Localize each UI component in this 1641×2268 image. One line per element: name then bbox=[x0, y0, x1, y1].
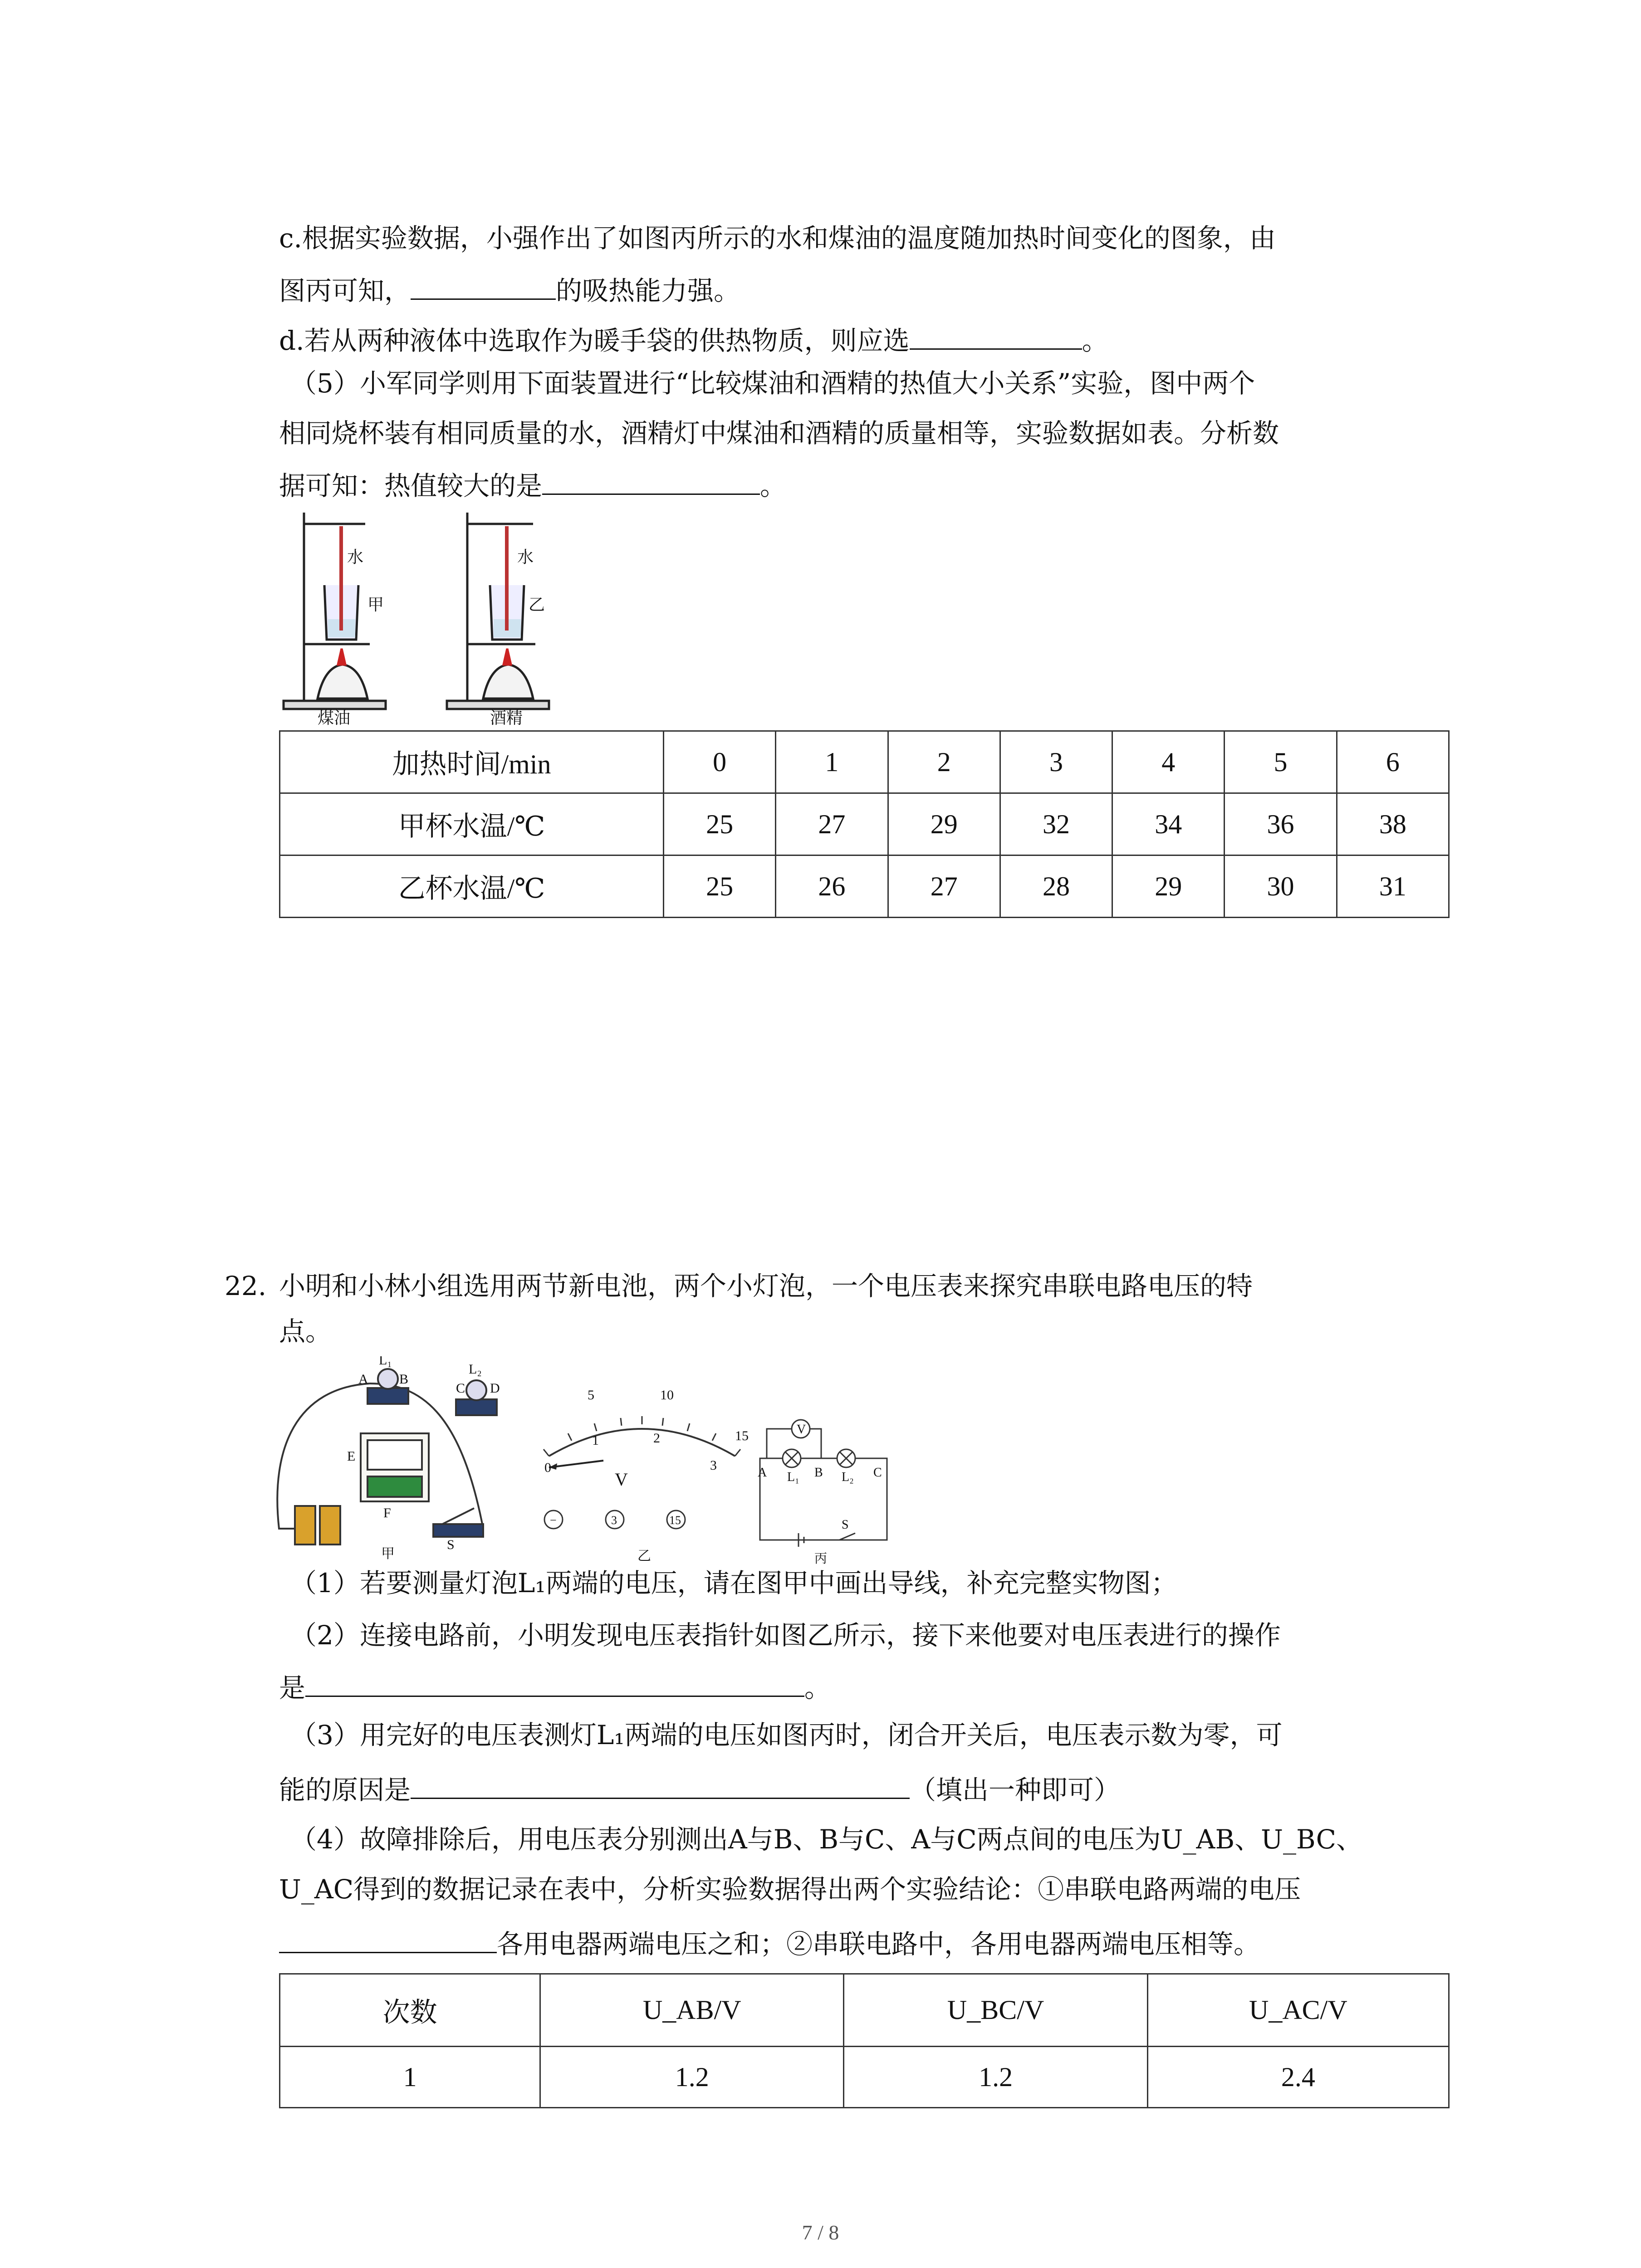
table-cell: 36 bbox=[1225, 793, 1337, 855]
yi-terminal-15: 15 bbox=[669, 1514, 681, 1527]
circuit-schematic-figure bbox=[753, 1408, 894, 1565]
answer-blank-d[interactable] bbox=[910, 322, 1082, 350]
table-header-row bbox=[280, 1974, 1449, 2047]
table-cell: 27 bbox=[776, 793, 888, 855]
q21-p5-line2: 相同烧杯装有相同质量的水，酒精灯中煤油和酒精的质量相等，实验数据如表。分析数 bbox=[279, 418, 1279, 449]
table-row bbox=[280, 855, 1449, 918]
fig-left-liquid: 水 bbox=[347, 548, 364, 567]
table-cell: 26 bbox=[776, 855, 888, 918]
table-cell: 28 bbox=[1000, 855, 1112, 918]
table-cell: 次数 bbox=[280, 1974, 540, 2047]
table-cell: U_BC/V bbox=[844, 1974, 1147, 2047]
q22-p4-post: 各用电器两端电压之和；②串联电路中，各用电器两端电压相等。 bbox=[497, 1929, 1260, 1960]
bing-A: A bbox=[758, 1466, 767, 1480]
table-cell: 27 bbox=[888, 855, 1000, 918]
q21-d-text: d.若从两种液体中选取作为暖手袋的供热物质，则应选 bbox=[279, 325, 910, 356]
q21-c-line2 bbox=[279, 272, 740, 307]
jia-L1: L₁ bbox=[379, 1356, 392, 1368]
table-cell: 加热时间/min bbox=[280, 731, 664, 793]
yi-caption: 乙 bbox=[637, 1549, 651, 1564]
table-cell: U_AC/V bbox=[1147, 1974, 1449, 2047]
table-row bbox=[280, 2047, 1449, 2108]
q22-p3-line1: （3）用完好的电压表测灯L₁两端的电压如图丙时，闭合开关后，电压表示数为零，可 bbox=[290, 1720, 1283, 1750]
q21-p5-line3 bbox=[279, 467, 786, 502]
bing-caption: 丙 bbox=[814, 1552, 828, 1565]
yi-tick-5: 5 bbox=[588, 1388, 594, 1403]
q21-p5-line1: （5）小军同学则用下面装置进行“比较煤油和酒精的热值大小关系”实验，图中两个 bbox=[290, 368, 1255, 399]
table-cell: 甲杯水温/℃ bbox=[280, 793, 664, 855]
table-cell: 6 bbox=[1337, 731, 1449, 793]
q22-p4-line1: （4）故障排除后，用电压表分别测出A与B、B与C、A与C两点间的电压为U_AB、U_BC、 bbox=[290, 1824, 1363, 1855]
yi-tick-15: 15 bbox=[735, 1428, 749, 1443]
fig-right-cup: 乙 bbox=[529, 596, 545, 614]
answer-blank-p5[interactable] bbox=[542, 467, 760, 495]
q22-p2-line2 bbox=[279, 1669, 831, 1704]
answer-blank-p3[interactable] bbox=[411, 1771, 910, 1799]
table-cell: 30 bbox=[1225, 855, 1337, 918]
q22-p3-post: （填出一种即可） bbox=[910, 1774, 1121, 1805]
bing-S: S bbox=[842, 1518, 849, 1532]
yi-tick-1: 1 bbox=[592, 1433, 599, 1448]
table-cell: 1 bbox=[776, 731, 888, 793]
jia-caption: 甲 bbox=[381, 1546, 395, 1560]
table-cell: 2.4 bbox=[1147, 2047, 1449, 2108]
table-cell: 1.2 bbox=[844, 2047, 1147, 2108]
bing-C: C bbox=[873, 1466, 882, 1480]
table-row bbox=[280, 793, 1449, 855]
jia-S: S bbox=[447, 1537, 455, 1552]
jia-F: F bbox=[383, 1505, 391, 1520]
jia-B: B bbox=[399, 1372, 409, 1387]
circuit-physical-figure bbox=[270, 1356, 524, 1560]
table-cell: 3 bbox=[1000, 731, 1112, 793]
q22-p4-line2: U_AC得到的数据记录在表中，分析实验数据得出两个实验结论：①串联电路两端的电压 bbox=[279, 1874, 1301, 1905]
jia-A: A bbox=[358, 1372, 368, 1387]
q22-p4-line3 bbox=[279, 1926, 1260, 1960]
table-cell: 乙杯水温/℃ bbox=[280, 855, 664, 918]
page-number: 7 / 8 bbox=[802, 2221, 839, 2244]
table-cell: 25 bbox=[663, 855, 775, 918]
yi-unit: V bbox=[615, 1469, 628, 1490]
table-cell: 5 bbox=[1225, 731, 1337, 793]
q22-number: 22. bbox=[225, 1271, 267, 1301]
fig-right-liquid: 水 bbox=[517, 548, 534, 567]
q21-c-text: 图丙可知， bbox=[279, 275, 411, 306]
table-cell: 38 bbox=[1337, 793, 1449, 855]
bing-V: V bbox=[797, 1422, 806, 1437]
jia-E: E bbox=[347, 1449, 356, 1464]
jia-L2: L₂ bbox=[469, 1362, 482, 1377]
bing-B: B bbox=[814, 1466, 823, 1480]
yi-neg-terminal: − bbox=[550, 1514, 557, 1527]
fig-left-fuel: 煤油 bbox=[318, 709, 351, 726]
answer-blank-p2[interactable] bbox=[305, 1669, 804, 1697]
table-cell: 31 bbox=[1337, 855, 1449, 918]
answer-blank-p4[interactable] bbox=[279, 1926, 497, 1953]
burner-apparatus-figure bbox=[279, 508, 560, 726]
table-cell: 32 bbox=[1000, 793, 1112, 855]
jia-D: D bbox=[490, 1381, 500, 1396]
yi-tick-0: 0 bbox=[544, 1460, 551, 1475]
table-cell: 4 bbox=[1112, 731, 1225, 793]
q22-p2-line1: （2）连接电路前，小明发现电压表指针如图乙所示，接下来他要对电压表进行的操作 bbox=[290, 1620, 1281, 1651]
q22-p2-text: 是 bbox=[279, 1672, 306, 1703]
heating-data-table bbox=[279, 730, 1450, 918]
yi-tick-3: 3 bbox=[710, 1458, 717, 1473]
table-header-row bbox=[280, 731, 1449, 793]
q21-d-line bbox=[279, 322, 1108, 357]
q22-p2-post: 。 bbox=[804, 1672, 831, 1703]
table-cell: 25 bbox=[663, 793, 775, 855]
table-cell: 1.2 bbox=[540, 2047, 844, 2108]
q21-p5-text: 据可知：热值较大的是 bbox=[279, 470, 543, 501]
q21-c-post: 的吸热能力强。 bbox=[556, 275, 740, 306]
answer-blank-c[interactable] bbox=[411, 272, 556, 300]
table-cell: 0 bbox=[663, 731, 775, 793]
yi-tick-10: 10 bbox=[660, 1388, 674, 1403]
voltage-data-table bbox=[279, 1973, 1450, 2108]
table-cell: U_AB/V bbox=[540, 1974, 844, 2047]
q22-stem-line1: 小明和小林小组选用两节新电池，两个小灯泡，一个电压表来探究串联电路电压的特 bbox=[279, 1271, 1253, 1301]
fig-left-cup: 甲 bbox=[367, 596, 384, 614]
voltmeter-dial-figure bbox=[531, 1383, 753, 1565]
q21-d-post: 。 bbox=[1082, 325, 1108, 356]
q21-c-line1: c.根据实验数据，小强作出了如图丙所示的水和煤油的温度随加热时间变化的图象，由 bbox=[279, 223, 1276, 254]
yi-terminal-3: 3 bbox=[611, 1514, 617, 1527]
bing-L1: L₁ bbox=[787, 1470, 799, 1484]
table-cell: 29 bbox=[1112, 855, 1225, 918]
table-cell: 2 bbox=[888, 731, 1000, 793]
fig-right-fuel: 酒精 bbox=[490, 709, 523, 726]
bing-L2: L₂ bbox=[842, 1470, 854, 1484]
q21-p5-post: 。 bbox=[760, 470, 787, 501]
table-cell: 1 bbox=[280, 2047, 540, 2108]
q22-p1: （1）若要测量灯泡L₁两端的电压，请在图甲中画出导线，补充完整实物图； bbox=[290, 1568, 1177, 1598]
yi-tick-2: 2 bbox=[653, 1431, 660, 1446]
table-cell: 34 bbox=[1112, 793, 1225, 855]
q22-stem-line2: 点。 bbox=[279, 1316, 332, 1347]
jia-C: C bbox=[456, 1381, 465, 1396]
q22-p3-line2 bbox=[279, 1771, 1120, 1806]
table-cell: 29 bbox=[888, 793, 1000, 855]
q22-p3-text: 能的原因是 bbox=[279, 1774, 411, 1805]
